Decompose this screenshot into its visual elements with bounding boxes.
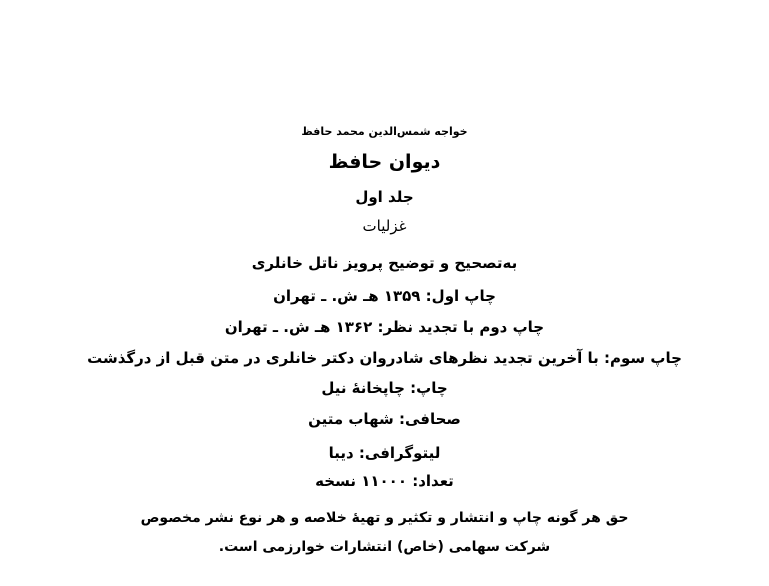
binder-credit: صحافی: شهاب متین [308, 410, 461, 428]
first-edition: چاپ اول: ۱۳۵۹ هـ ش. ـ تهران [273, 287, 496, 305]
print-run: تعداد: ۱۱۰۰۰ نسخه [315, 472, 454, 490]
printer-credit: چاپ: چاپخانهٔ نیل [321, 379, 448, 397]
editor-credit: به‌تصحیح و توضیح پرویز ناتل خانلری [251, 254, 518, 272]
section-label: غزلیات [362, 217, 407, 235]
rights-notice-line-2: شرکت سهامی (خاص) انتشارات خوارزمی است. [218, 539, 551, 555]
second-edition: چاپ دوم با تجدید نظر: ۱۳۶۲ هـ ش. ـ تهران [224, 318, 545, 336]
volume-label: جلد اول [355, 188, 414, 206]
rights-notice-line-1: حق هر گونه چاپ و انتشار و تکثیر و تهیهٔ خلاصه و هر نوع نشر مخصوص [140, 510, 629, 526]
book-title: دیوان حافظ [328, 151, 441, 173]
third-edition: چاپ سوم: با آخرین تجدید نظرهای شادروان دکتر خانلری در متن قبل از درگذشت [87, 349, 682, 367]
lithography-credit: لیتوگرافی: دیبا [328, 444, 441, 462]
author-name: خواجه شمس‌الدین محمد حافظ [301, 125, 468, 138]
